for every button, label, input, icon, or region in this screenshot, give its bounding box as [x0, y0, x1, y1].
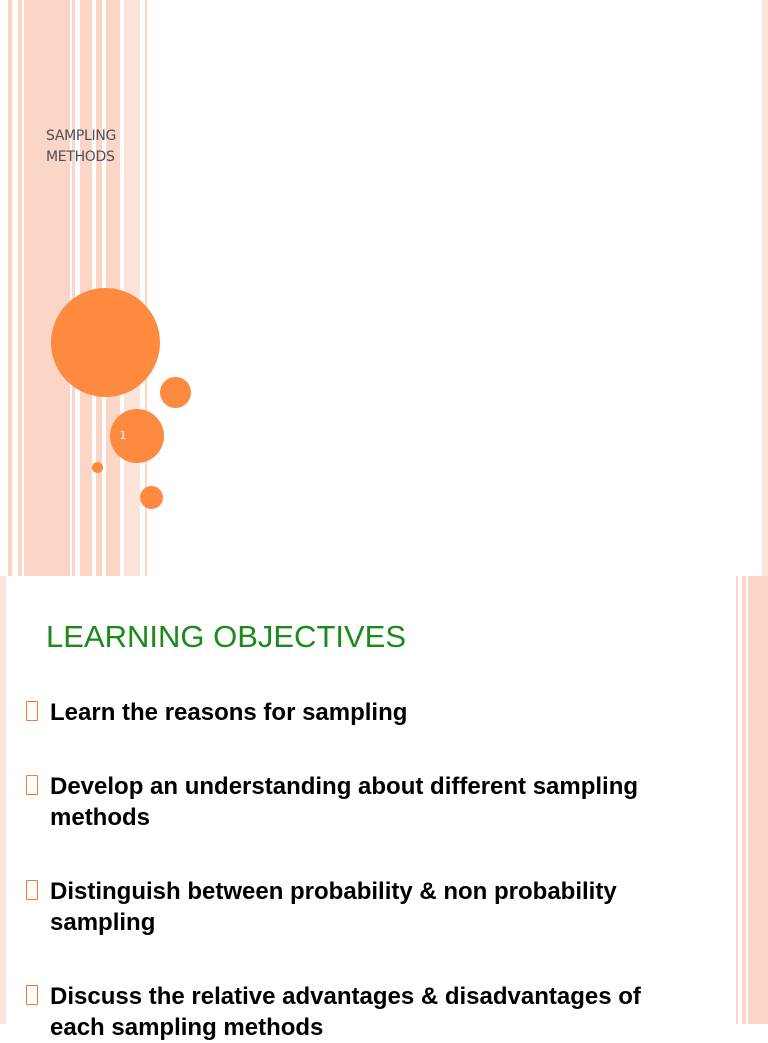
bullet-box-icon — [26, 985, 38, 1005]
slide-number: 1 — [119, 429, 127, 442]
decorative-circle — [140, 486, 163, 509]
decorative-stripe — [80, 0, 92, 576]
slide-title: SAMPLING METHODS — [46, 128, 117, 165]
decorative-stripe — [742, 576, 746, 1024]
objective-text: Learn the reasons for sampling — [50, 699, 408, 726]
bullet-box-icon — [26, 701, 38, 721]
decorative-stripe — [124, 0, 140, 576]
list-item — [26, 981, 706, 1043]
decorative-stripe — [24, 0, 70, 576]
decorative-circle-small — [92, 462, 103, 473]
decorative-stripe — [0, 576, 6, 1024]
list-item — [26, 876, 706, 938]
objective-text: Distinguish between probability & non probability sampling — [50, 878, 617, 936]
list-item — [26, 697, 706, 728]
bullet-box-icon — [26, 775, 38, 795]
decorative-stripe — [72, 0, 75, 576]
decorative-circle — [160, 377, 191, 408]
list-item — [26, 771, 706, 833]
bullet-box-icon — [26, 880, 38, 900]
decorative-stripe — [748, 576, 768, 1024]
decorative-stripe — [762, 0, 768, 576]
objective-text: Discuss the relative advantages & disadvantages of each sampling methods — [50, 983, 641, 1041]
decorative-circle-large — [51, 288, 160, 397]
decorative-stripe — [18, 0, 22, 576]
decorative-stripe — [736, 576, 738, 1024]
objective-text: Develop an understanding about different sampling methods — [50, 773, 639, 831]
slide-heading: LEARNING OBJECTIVES — [46, 619, 407, 654]
decorative-stripe — [8, 0, 12, 576]
